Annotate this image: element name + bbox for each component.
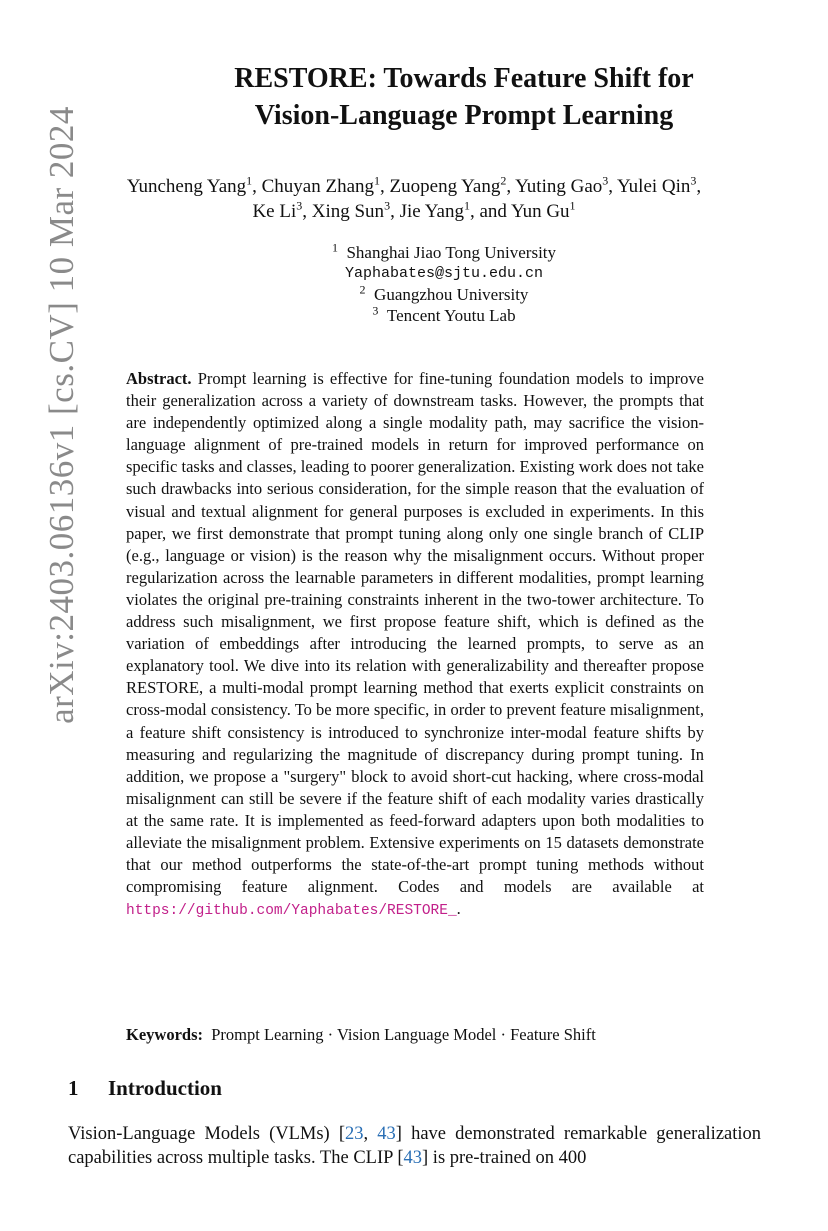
title-line-1: RESTORE: Towards Feature Shift for (234, 63, 694, 94)
section-heading (68, 1076, 222, 1101)
author: Yuting Gao$^3$ (515, 173, 609, 197)
affiliation-1: $^1$ Shanghai Jiao Tong University (331, 240, 557, 262)
author: Yuncheng Yang$^1$ (126, 173, 253, 197)
author: Ke Li$^3$ (252, 198, 303, 222)
author: Chuyan Zhang$^1$ (261, 173, 381, 197)
keywords (126, 1024, 726, 1046)
section-title: Introduction (108, 1076, 222, 1100)
abstract: Abstract. Prompt learning is effective for fine-tuning foundation models to improve their generalization across a variety of downstream tasks. However, the prompts that are independently optimized along a single modality path, may sacrifice the vision-language alignment of pre-trained models in return for improved performance on specific tasks and classes, leading to poorer generalization. Existing work does not take such drawbacks into serious consideration, for the simple reason that the evaluation of visual and textual alignment for general purposes is excluded in experiments. In this paper, we first demonstrate that prompt tuning along only one single branch of CLIP (e.g., language or vision) is the reason why the misalignment occurs. Without proper regularization across the learnable parameters in different modalities, prompt learning violates the original pre-training constraints inherent in the two-tower architecture. To address such misalignment, we first propose feature shift, which is defined as the variation of embeddings after introducing the learned prompts, to serve as an explanatory tool. We dive into its relation with generalizability and thereafter propose RESTORE, a multi-modal prompt learning method that exerts explicit constraints on cross-modal consistency. To be more specific, in order to prevent feature misalignment, a feature shift consistency is introduced to synchronize inter-modal feature shifts by measuring and regularizing the magnitude of discrepancy during prompt tuning. In addition, we propose a "surgery" block to avoid short-cut hacking, where cross-modal misalignment can still be severe if the feature shift of each modality varies drastically at the same rate. It is implemented as feed-forward adapters upon both modalities to alleviate the misalignment problem. Extensive experiments on 15 datasets demonstrate that our method outperforms the state-of-the-art prompt tuning methods without compromising feature alignment. Codes and models are available at https://github.com/Yaphabates/RESTORE_. (126, 369, 704, 920)
paper-title (100, 60, 828, 134)
intro-paragraph: Vision-Language Models (VLMs) [23, 43] have demonstrated remarkable generalization capabilities across multiple tasks. The CLIP [43] is pre-trained on 400 (68, 1124, 762, 1168)
abstract-label: Abstract. (126, 369, 192, 388)
citation-link[interactable]: 23 (345, 1124, 364, 1144)
author: Zuopeng Yang$^2$ (389, 173, 507, 197)
author: Jie Yang$^1$ (399, 198, 470, 222)
section-number: 1 (68, 1076, 79, 1100)
keywords-text: Prompt Learning · Vision Language Model · Feature Shift (211, 1025, 596, 1044)
author: Yulei Qin$^3$ (617, 173, 697, 197)
author: Yun Gu$^1$ (510, 198, 576, 222)
author-conjunction: and (479, 201, 507, 222)
citation-link[interactable]: 43 (377, 1124, 396, 1144)
author-email[interactable]: Yaphabates@sjtu.edu.cn (344, 265, 544, 282)
arxiv-identifier-stamp: arXiv:2403.06136v1 [cs.CV] 10 Mar 2024 (42, 106, 81, 724)
title-line-2: Vision-Language Prompt Learning (254, 100, 674, 131)
author-list: Yuncheng Yang$^1$, Chuyan Zhang$^1$, Zuopeng Yang$^2$, Yuting Gao$^3$, Yulei Qin$^3$, Ke Li$^3$, Xing Sun$^3$, Jie Yang$^1$, and Yun Gu$^1$ (126, 173, 702, 222)
affiliation-2: $^2$ Guangzhou University (359, 282, 529, 304)
github-link[interactable]: https://github.com/Yaphabates/RESTORE_ (126, 903, 457, 920)
affiliation-3: $^3$ Tencent Youtu Lab (372, 303, 516, 325)
author: Xing Sun$^3$ (311, 198, 391, 222)
affiliations (60, 242, 828, 326)
abstract-text: Prompt learning is effective for fine-tuning foundation models to improve their generalization across a variety of downstream tasks. However, the prompts that are independently optimized along a single modality path, may sacrifice the vision-language alignment of pre-trained models in return for improved performance on specific tasks and classes, leading to poorer generalization. Existing work does not take such drawbacks into serious consideration, for the simple reason that the evaluation of visual and textual alignment for general purposes is excluded in experiments. In this paper, we first demonstrate that prompt tuning along only one single branch of CLIP (e.g., language or vision) is the reason why the misalignment occurs. Without proper regularization across the learnable parameters in different modalities, prompt learning violates the original pre-training constraints inherent in the two-tower architecture. To address such misalignment, we first propose feature shift, which is defined as the variation of embeddings after introducing the learned prompts, to serve as an explanatory tool. We dive into its relation with generalizability and thereafter propose RESTORE, a multi-modal prompt learning method that exerts explicit constraints on cross-modal consistency. To be more specific, in order to prevent feature misalignment, a feature shift consistency is introduced to synchronize inter-modal feature shifts by measuring and regularizing the magnitude of discrepancy during prompt tuning. In addition, we propose a "surgery" block to avoid short-cut hacking, where cross-modal misalignment can still be severe if the feature shift of each modality varies drastically at the same rate. It is implemented as feed-forward adapters upon both modalities to alleviate the misalignment problem. Extensive experiments on 15 datasets demonstrate that our method outperforms the state-of-the-art prompt tuning methods without compromising feature alignment. Codes and models are available at (126, 369, 704, 897)
citation-link[interactable]: 43 (403, 1148, 423, 1168)
keywords-label: Keywords: (126, 1025, 203, 1044)
